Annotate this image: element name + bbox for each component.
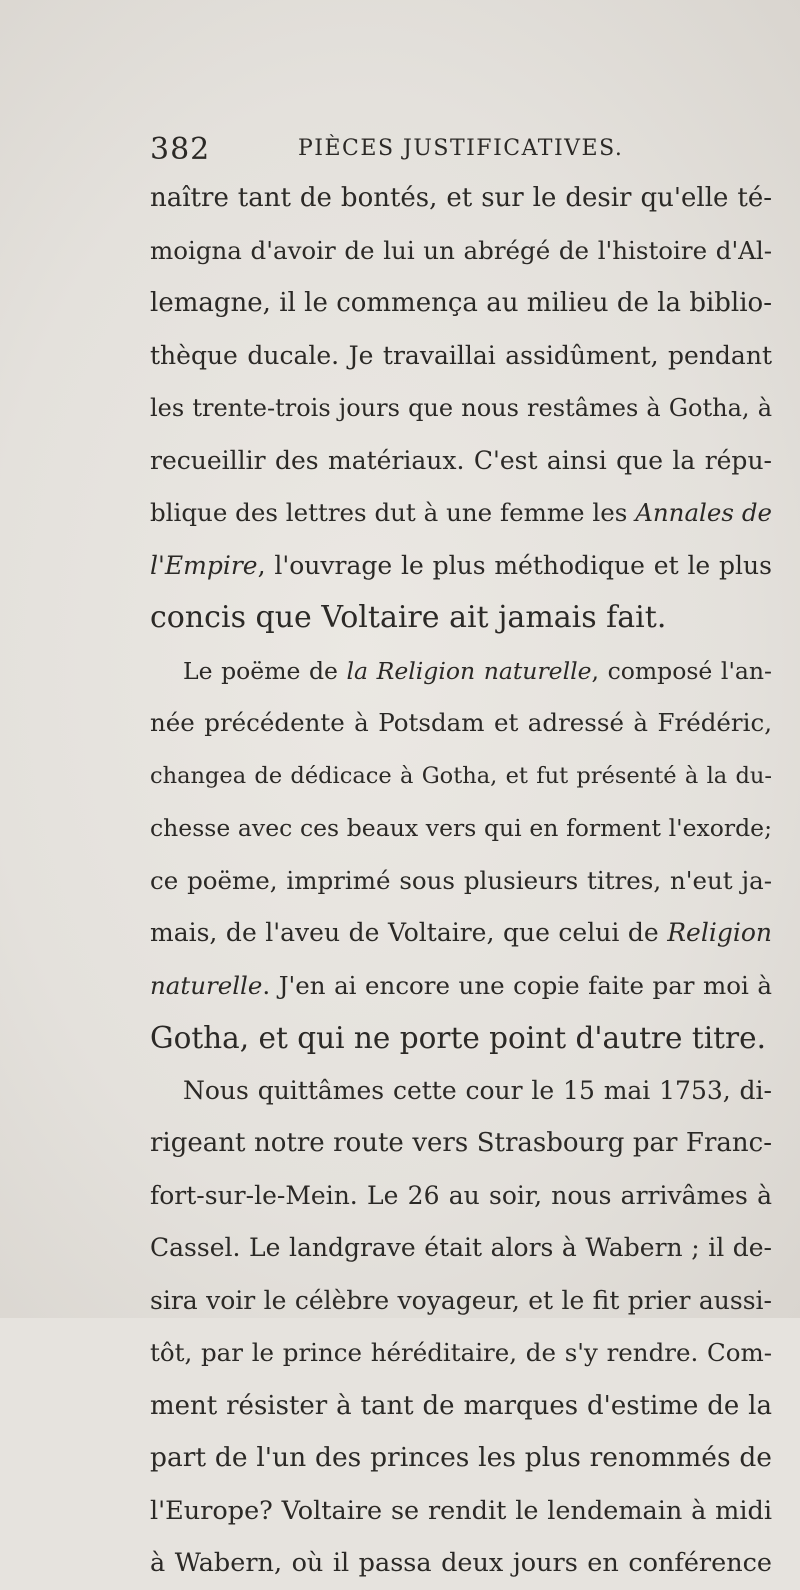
- italic-title: naturelle: [150, 970, 263, 1000]
- text-line: tôt, par le prince héréditaire, de s'y rendre. Com-: [150, 1338, 772, 1367]
- italic-title: Annales de: [635, 498, 772, 527]
- text-line: blique des lettres dut à une femme les Annales de: [150, 498, 772, 527]
- text-line: lemagne, il le commença au milieu de la biblio-: [150, 288, 772, 318]
- text-line: chesse avec ces beaux vers qui en forment l'exorde;: [150, 814, 772, 842]
- body-text: [150, 172, 772, 1590]
- text-line: part de l'un des princes les plus renommés de: [150, 1442, 772, 1473]
- italic-title: la Religion naturelle: [346, 656, 592, 685]
- text-line: fort-sur-le-Mein. Le 26 au soir, nous arrivâmes à: [150, 1180, 772, 1210]
- text-line: mais, de l'aveu de Voltaire, que celui de Religion: [150, 918, 772, 947]
- text-line: ce poëme, imprimé sous plusieurs titres, n'eut ja-: [150, 865, 772, 895]
- paragraph-end-line: concis que Voltaire ait jamais fait.: [150, 600, 667, 635]
- text-line: thèque ducale. Je travaillai assidûment, pendant: [150, 340, 772, 370]
- text-line: l'Europe? Voltaire se rendit le lendemain à midi: [150, 1495, 772, 1526]
- italic-title: l'Empire: [150, 550, 258, 580]
- paragraph-end-line: Gotha, et qui ne porte point d'autre titre.: [150, 1021, 766, 1055]
- text-line: changea de dédicace à Gotha, et fut présenté à la du-: [150, 762, 772, 789]
- text-line: sira voir le célèbre voyageur, et le fit prier aussi-: [150, 1285, 772, 1315]
- italic-title: Religion: [667, 918, 772, 947]
- text-line: les trente-trois jours que nous restâmes à Gotha, à: [150, 394, 772, 422]
- text-line: Cassel. Le landgrave était alors à Wabern ; il de-: [150, 1233, 772, 1262]
- text-line: rigeant notre route vers Strasbourg par Franc-: [150, 1128, 772, 1158]
- paragraph-start-line: Nous quittâmes cette cour le 15 mai 1753, di-: [183, 1075, 772, 1105]
- text-line: naître tant de bontés, et sur le desir qu'elle té-: [150, 183, 772, 213]
- text-line: ment résister à tant de marques d'estime de la: [150, 1390, 772, 1421]
- text-line: née précédente à Potsdam et adressé à Frédéric,: [150, 708, 772, 737]
- page-header: [150, 132, 770, 172]
- text-line: moigna d'avoir de lui un abrégé de l'histoire d'Al-: [150, 235, 772, 265]
- text-line: recueillir des matériaux. C'est ainsi que la répu-: [150, 445, 772, 475]
- page-number: 382: [150, 132, 211, 167]
- text-line: à Wabern, où il passa deux jours en conférence: [150, 1548, 772, 1578]
- text-line: l'Empire, l'ouvrage le plus méthodique et le plus: [150, 550, 772, 580]
- text-line: naturelle. J'en ai encore une copie faite par moi à: [150, 970, 772, 1000]
- running-head: PIÈCES JUSTIFICATIVES.: [298, 136, 624, 161]
- paragraph-start-line: Le poëme de la Religion naturelle, composé l'an-: [183, 656, 772, 685]
